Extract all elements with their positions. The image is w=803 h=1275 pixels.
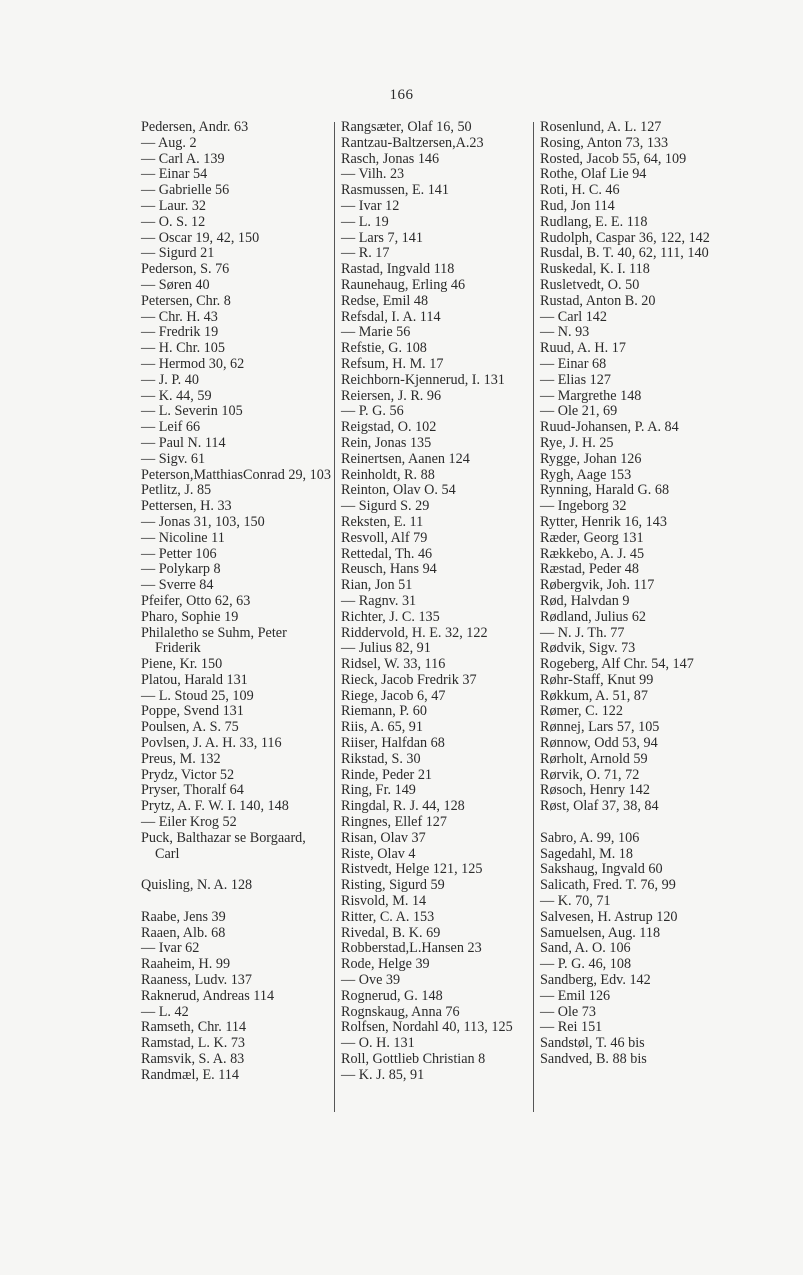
index-entry: — Søren 40	[141, 276, 210, 293]
index-entry: Rosenlund, A. L. 127	[540, 119, 662, 135]
index-entry: — Oscar 19, 42, 150	[141, 229, 260, 246]
index-entry: Rasch, Jonas 146	[341, 150, 440, 167]
index-entry: Risvold, M. 14	[341, 893, 427, 910]
index-entry: — Sigurd 21	[141, 245, 215, 262]
index-entry: Richter, J. C. 135	[341, 608, 440, 625]
index-entry: Philaletho se Suhm, Peter Friderik	[141, 624, 287, 657]
index-entry: Resvoll, Alf 79	[341, 529, 428, 546]
index-entry: Sandstøl, T. 46 bis	[540, 1035, 645, 1052]
index-entry: Ramsvik, S. A. 83	[141, 1051, 245, 1068]
index-entry: Rustad, Anton B. 20	[540, 292, 656, 309]
index-entry: Rosted, Jacob 55, 64, 109	[540, 150, 687, 167]
index-entry: Raknerud, Andreas 114	[141, 987, 275, 1004]
index-entry: Salicath, Fred. T. 76, 99	[540, 877, 676, 894]
index-entry: — P. G. 46, 108	[540, 956, 632, 973]
index-entry: Prytz, A. F. W. I. 140, 148	[141, 798, 289, 815]
index-entry: Riis, A. 65, 91	[341, 719, 423, 736]
index-entry: Platou, Harald 131	[141, 671, 248, 688]
index-entry: Rian, Jon 51	[341, 577, 413, 594]
index-entry: Ruud-Johansen, P. A. 84	[540, 419, 679, 436]
page-number: 166	[389, 87, 414, 103]
index-entry: Rognskaug, Anna 76	[341, 1003, 460, 1020]
index-entry: Ringdal, R. J. 44, 128	[341, 798, 465, 815]
index-entry: Reiersen, J. R. 96	[341, 387, 442, 404]
index-entry: Ring, Fr. 149	[341, 782, 416, 799]
index-entry: Quisling, N. A. 128	[141, 877, 253, 894]
index-entry: — Jonas 31, 103, 150	[141, 513, 265, 530]
index-entry: Samuelsen, Aug. 118	[540, 924, 661, 941]
index-entry: Ramseth, Chr. 114	[141, 1019, 247, 1036]
index-entry: — L. 42	[141, 1003, 189, 1020]
index-entry: Rønnow, Odd 53, 94	[540, 735, 658, 752]
index-entry: — L. Severin 105	[141, 403, 243, 420]
index-entry: Sabro, A. 99, 106	[540, 829, 640, 846]
index-entry: — Vilh. 23	[341, 166, 405, 183]
index-entry: Ridsel, W. 33, 116	[341, 656, 446, 673]
index-entry: Pederson, S. 76	[141, 261, 230, 278]
index-entry: — Lars 7, 141	[341, 229, 423, 246]
section-gap	[540, 815, 736, 831]
index-entry: Rothe, Olaf Lie 94	[540, 166, 647, 183]
index-entry: Refstie, G. 108	[341, 340, 427, 357]
index-entry: — Ove 39	[341, 972, 401, 989]
index-entry: Sagedahl, M. 18	[540, 845, 633, 862]
index-entry: — Ivar 62	[141, 940, 200, 957]
index-entry: Rygge, Johan 126	[540, 450, 642, 467]
index-entry: Redse, Emil 48	[341, 292, 429, 309]
index-entry: Rosing, Anton 73, 133	[540, 134, 669, 151]
index-entry: Riddervold, H. E. 32, 122	[341, 624, 488, 641]
index-entry: Rød, Halvdan 9	[540, 592, 630, 609]
index-entry: — Margrethe 148	[540, 387, 642, 404]
index-entry: Raunehaug, Erling 46	[341, 276, 466, 293]
index-entry: Rudlang, E. E. 118	[540, 213, 648, 230]
index-entry: Refsum, H. M. 17	[341, 355, 444, 372]
index-entry: Reinertsen, Aanen 124	[341, 450, 470, 467]
index-entry: Røkkum, A. 51, 87	[540, 687, 648, 704]
index-entry: Rømer, C. 122	[540, 703, 623, 720]
index-entry: — Leif 66	[141, 419, 201, 436]
index-entry: Rolfsen, Nordahl 40, 113, 125	[341, 1019, 513, 1036]
index-entry: — Nicoline 11	[141, 529, 225, 546]
index-entry: — K. J. 85, 91	[341, 1066, 425, 1083]
index-entry: — Elias 127	[540, 371, 611, 388]
index-entry: Rieck, Jacob Fredrik 37	[341, 671, 477, 688]
index-entry: — Ivar 12	[341, 197, 400, 214]
index-entry: Røbergvik, Joh. 117	[540, 577, 655, 594]
index-entry: — Emil 126	[540, 987, 611, 1004]
index-entry: Raaen, Alb. 68	[141, 924, 226, 941]
index-entry: — Einar 68	[540, 355, 607, 372]
index-entry: — Fredrik 19	[141, 324, 219, 341]
index-entry: — K. 44, 59	[141, 387, 212, 404]
index-entry: Raaness, Ludv. 137	[141, 972, 252, 989]
index-entry: Rygh, Aage 153	[540, 466, 632, 483]
index-entry: Rødland, Julius 62	[540, 608, 647, 625]
index-entry: Riste, Olav 4	[341, 845, 416, 862]
index-entry: Rangsæter, Olaf 16, 50	[341, 119, 472, 135]
index-entry: Pfeifer, Otto 62, 63	[141, 592, 251, 609]
index-entry: — P. G. 56	[341, 403, 404, 420]
index-entry: Rode, Helge 39	[341, 956, 430, 973]
index-entry: Rørholt, Arnold 59	[540, 750, 648, 767]
index-entry: Ruud, A. H. 17	[540, 340, 626, 357]
index-entry: Rein, Jonas 135	[341, 434, 432, 451]
index-entry: Rinde, Peder 21	[341, 766, 433, 783]
index-entry: Ruskedal, K. I. 118	[540, 261, 650, 278]
index-entry: Roll, Gottlieb Christian 8	[341, 1051, 486, 1068]
index-entry: Rikstad, S. 30	[341, 750, 421, 767]
index-entry: Rastad, Ingvald 118	[341, 261, 455, 278]
index-entry: Reinton, Olav O. 54	[341, 482, 456, 499]
index-entry: Rønnej, Lars 57, 105	[540, 719, 660, 736]
index-entry: Prydz, Victor 52	[141, 766, 235, 783]
index-entry: Reigstad, O. 102	[341, 419, 437, 436]
index-entry: — Ole 73	[540, 1003, 596, 1020]
index-entry: Ringnes, Ellef 127	[341, 814, 447, 831]
index-entry: Reksten, E. 11	[341, 513, 424, 530]
index-entry: — Aug. 2	[141, 134, 197, 151]
index-entry: Sandberg, Edv. 142	[540, 972, 651, 989]
column-divider-1	[334, 122, 335, 1112]
index-entry: Randmæl, E. 114	[141, 1066, 239, 1083]
index-entry: Rettedal, Th. 46	[341, 545, 433, 562]
index-entry: — Carl A. 139	[141, 150, 225, 167]
index-entry: Pedersen, Andr. 63	[141, 119, 249, 135]
index-entry: Risting, Sigurd 59	[341, 877, 445, 894]
index-entry: — Marie 56	[341, 324, 411, 341]
index-entry: Poppe, Svend 131	[141, 703, 244, 720]
index-entry: — O. H. 131	[341, 1035, 415, 1052]
index-entry: — Hermod 30, 62	[141, 355, 245, 372]
index-entry: Ræstad, Peder 48	[540, 561, 639, 578]
index-entry: Risan, Olav 37	[341, 829, 426, 846]
index-entry: Sand, A. O. 106	[540, 940, 631, 957]
index-entry: Petersen, Chr. 8	[141, 292, 231, 309]
index-entry: — N. 93	[540, 324, 590, 341]
index-entry: Rantzau-Baltzersen,A.23	[341, 134, 484, 151]
index-entry: Preus, M. 132	[141, 750, 221, 767]
index-entry: — Rei 151	[540, 1019, 603, 1036]
index-entry: Sakshaug, Ingvald 60	[540, 861, 663, 878]
index-entry: Rusdal, B. T. 40, 62, 111, 140	[540, 245, 709, 262]
index-entry: — Eiler Krog 52	[141, 814, 237, 831]
index-entry: Sandved, B. 88 bis	[540, 1051, 647, 1068]
index-entry: Reinholdt, R. 88	[341, 466, 435, 483]
index-entry: — Ingeborg 32	[540, 498, 627, 515]
index-entry: Pettersen, H. 33	[141, 498, 232, 515]
index-entry: Ristvedt, Helge 121, 125	[341, 861, 483, 878]
index-entry: — Ragnv. 31	[341, 592, 417, 609]
index-entry: Rogeberg, Alf Chr. 54, 147	[540, 656, 694, 673]
index-entry: Rørvik, O. 71, 72	[540, 766, 640, 783]
index-entry: Rytter, Henrik 16, 143	[540, 513, 667, 530]
index-entry: Rynning, Harald G. 68	[540, 482, 670, 499]
index-entry: — Polykarp 8	[141, 561, 221, 578]
index-entry: Piene, Kr. 150	[141, 656, 223, 673]
index-entry: Peterson,MatthiasConrad 29, 103	[141, 466, 331, 483]
index-entry: Rødvik, Sigv. 73	[540, 640, 636, 657]
index-entry: — Chr. H. 43	[141, 308, 218, 325]
section-gap	[141, 894, 331, 910]
index-entry: — J. P. 40	[141, 371, 199, 388]
index-entry: — L. Stoud 25, 109	[141, 687, 254, 704]
index-entry: — Einar 54	[141, 166, 208, 183]
index-entry: Rivedal, B. K. 69	[341, 924, 441, 941]
index-entry: Rud, Jon 114	[540, 197, 615, 214]
index-entry: Reichborn-Kjennerud, I. 131	[341, 371, 505, 388]
index-entry: Povlsen, J. A. H. 33, 116	[141, 735, 282, 752]
index-entry: Røsoch, Henry 142	[540, 782, 650, 799]
index-entry: — Sigv. 61	[141, 450, 206, 467]
index-entry: Røhr-Staff, Knut 99	[540, 671, 654, 688]
index-entry: Rækkebo, A. J. 45	[540, 545, 645, 562]
index-entry: Poulsen, A. S. 75	[141, 719, 239, 736]
index-entry: Puck, Balthazar se Borgaard, Carl	[141, 829, 306, 862]
section-gap	[141, 862, 331, 878]
index-entry: Røst, Olaf 37, 38, 84	[540, 798, 659, 815]
index-column-3	[540, 120, 736, 1068]
index-entry: Petlitz, J. 85	[141, 482, 212, 499]
index-entry: Rognerud, G. 148	[341, 987, 443, 1004]
index-entry: Rudolph, Caspar 36, 122, 142	[540, 229, 710, 246]
index-entry: — Ole 21, 69	[540, 403, 618, 420]
index-entry: Ramstad, L. K. 73	[141, 1035, 246, 1052]
column-divider-2	[533, 122, 534, 1112]
index-entry: — K. 70, 71	[540, 893, 611, 910]
index-entry: — H. Chr. 105	[141, 340, 225, 357]
index-entry: — N. J. Th. 77	[540, 624, 625, 641]
index-entry: — O. S. 12	[141, 213, 206, 230]
index-entry: Ritter, C. A. 153	[341, 908, 435, 925]
index-entry: — Sigurd S. 29	[341, 498, 430, 515]
index-entry: Pryser, Thoralf 64	[141, 782, 244, 799]
index-entry: — Carl 142	[540, 308, 607, 325]
index-entry: Riemann, P. 60	[341, 703, 427, 720]
index-entry: Raaheim, H. 99	[141, 956, 231, 973]
index-column-1	[141, 120, 331, 1084]
index-entry: Riege, Jacob 6, 47	[341, 687, 446, 704]
index-entry: — Paul N. 114	[141, 434, 226, 451]
index-entry: Roti, H. C. 46	[540, 182, 620, 199]
index-entry: — Laur. 32	[141, 197, 207, 214]
index-entry: — L. 19	[341, 213, 389, 230]
index-entry: Raabe, Jens 39	[141, 908, 226, 925]
index-entry: — Petter 106	[141, 545, 217, 562]
index-entry: — Sverre 84	[141, 577, 214, 594]
index-entry: — Gabrielle 56	[141, 182, 230, 199]
index-entry: — Julius 82, 91	[341, 640, 431, 657]
index-entry: — R. 17	[341, 245, 390, 262]
index-entry: Pharo, Sophie 19	[141, 608, 239, 625]
index-column-2	[341, 120, 531, 1084]
index-entry: Rasmussen, E. 141	[341, 182, 449, 199]
index-entry: Reusch, Hans 94	[341, 561, 437, 578]
index-entry: Robberstad,L.Hansen 23	[341, 940, 482, 957]
index-entry: Rusletvedt, O. 50	[540, 276, 640, 293]
index-entry: Refsdal, I. A. 114	[341, 308, 441, 325]
index-entry: Ræder, Georg 131	[540, 529, 644, 546]
index-entry: Salvesen, H. Astrup 120	[540, 908, 678, 925]
index-entry: Rye, J. H. 25	[540, 434, 614, 451]
index-entry: Riiser, Halfdan 68	[341, 735, 445, 752]
